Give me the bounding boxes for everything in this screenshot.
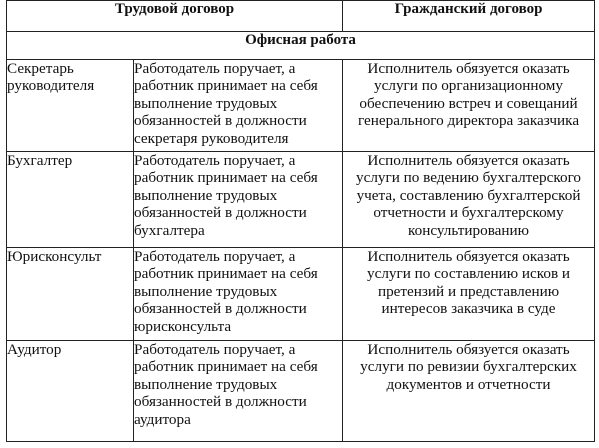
- civil-text: Исполнитель обязуется оказать услуги по ведению бухгалтерского учета, составлению бухгалтерской отчетности и бухгалтерскому консультированию: [355, 152, 582, 239]
- civil-cell: [343, 341, 595, 442]
- table-row: [7, 341, 595, 442]
- header-row: [7, 1, 595, 32]
- labor-text: Работодатель поручает, а работник принимает на себя выполнение трудовых обязанностей в должности аудитора: [134, 341, 318, 428]
- labor-text: Работодатель поручает, а работник принимает на себя выполнение трудовых обязанностей в должности бухгалтера: [134, 152, 318, 239]
- role-label: Аудитор: [7, 341, 62, 358]
- role-label: Бухгалтер: [7, 152, 73, 169]
- role-cell: [7, 60, 134, 152]
- labor-cell: [134, 152, 343, 248]
- civil-cell: [343, 152, 595, 248]
- civil-cell: [343, 248, 595, 341]
- civil-text: Исполнитель обязуется оказать услуги по составлению исков и претензий и представлению интересов заказчика в суде: [366, 248, 571, 318]
- labor-cell: [134, 60, 343, 152]
- table-row: [7, 60, 595, 152]
- section-title: Офисная работа: [7, 32, 595, 60]
- labor-cell: [134, 341, 343, 442]
- civil-cell: [343, 60, 595, 152]
- civil-text: Исполнитель обязуется оказать услуги по ревизии бухгалтерских документов и отчетности: [360, 341, 577, 393]
- role-label: Секретарь руководителя: [7, 60, 95, 95]
- role-label: Юрисконсульт: [7, 248, 102, 265]
- labor-contract-header: Трудовой договор: [7, 1, 343, 32]
- role-cell: [7, 248, 134, 341]
- labor-text: Работодатель поручает, а работник принимает на себя выполнение трудовых обязанностей в должности секретаря руководителя: [134, 60, 318, 147]
- role-cell: [7, 152, 134, 248]
- civil-contract-header: Гражданский договор: [343, 1, 595, 32]
- contract-comparison-table: [6, 0, 595, 442]
- role-cell: [7, 341, 134, 442]
- section-row: [7, 32, 595, 60]
- labor-text: Работодатель поручает, а работник принимает на себя выполнение трудовых обязанностей в должности юрисконсульта: [134, 248, 318, 335]
- civil-text: Исполнитель обязуется оказать услуги по организационному обеспечению встреч и совещаний генерального директора заказчика: [357, 60, 580, 130]
- table-row: [7, 248, 595, 341]
- table-row: [7, 152, 595, 248]
- labor-cell: [134, 248, 343, 341]
